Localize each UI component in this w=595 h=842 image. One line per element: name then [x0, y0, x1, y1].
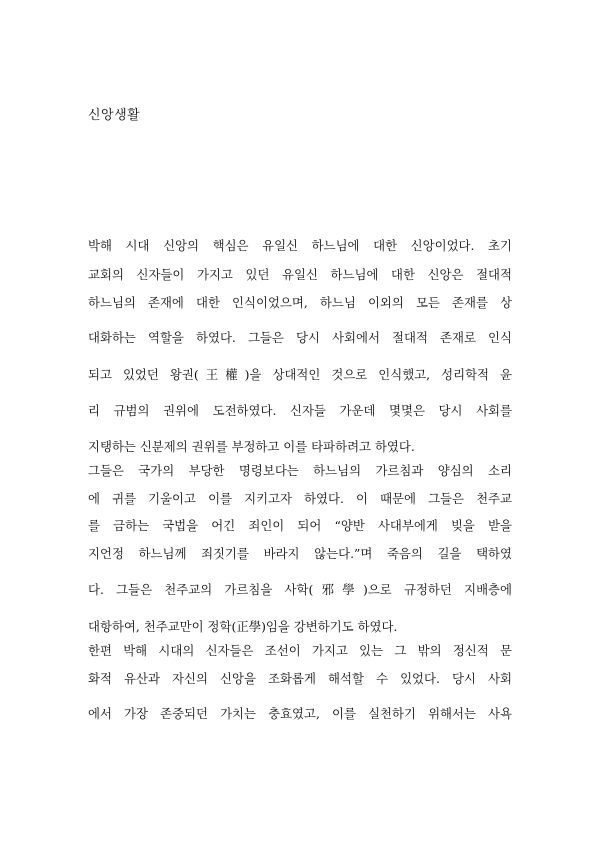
text-line: 교회의 신자들이 가지고 있던 유일신 하느님에 대한 신앙은 절대적	[88, 267, 512, 282]
text-line: 에 귀를 기울이고 이를 지키고자 하였다. 이 때문에 그들은 천주교	[88, 491, 512, 506]
page-title: 신앙생활	[88, 108, 141, 123]
text-line: 다. 그들은 천주교의 가르침을 사학(邪學)으로 규정하던 지배층에	[88, 582, 512, 597]
text-line: 화적 유산과 자신의 신앙을 조화롭게 해석할 수 있었다. 당시 사회	[88, 671, 512, 686]
text-line: 에서 가장 존중되던 가치는 충효였고, 이를 실천하기 위해서는 사욕	[88, 706, 512, 721]
text-line: 를 금하는 국법을 어긴 죄인이 되어 “양반 사대부에게 빚을 받을	[88, 518, 512, 533]
text-line: 지탱하는 신분제의 권위를 부정하고 이를 타파하려고 하였다.	[88, 439, 415, 454]
text-line: 하느님의 존재에 대한 인식이었으며, 하느님 이외의 모든 존재를 상	[88, 295, 512, 310]
text-line: 박해 시대 신앙의 핵심은 유일신 하느님에 대한 신앙이었다. 초기	[88, 238, 512, 253]
text-line: 한편 박해 시대의 신자들은 조선이 가지고 있는 그 밖의 정신적 문	[88, 643, 512, 658]
text-line: 대화하는 역할을 하였다. 그들은 당시 사회에서 절대적 존재로 인식	[88, 330, 512, 345]
text-line: 그들은 국가의 부당한 명령보다는 하느님의 가르침과 양심의 소리	[88, 463, 512, 478]
text-line: 되고 있었던 왕권(王權)을 상대적인 것으로 인식했고, 성리학적 윤	[88, 367, 512, 382]
text-line: 대항하여, 천주교만이 정학(正學)임을 강변하기도 하였다.	[88, 619, 398, 634]
text-line: 리 규범의 권위에 도전하였다. 신자들 가운데 몇몇은 당시 사회를	[88, 403, 512, 418]
text-line: 지언정 하느님께 죄짓기를 바라지 않는다.”며 죽음의 길을 택하였	[88, 546, 512, 561]
